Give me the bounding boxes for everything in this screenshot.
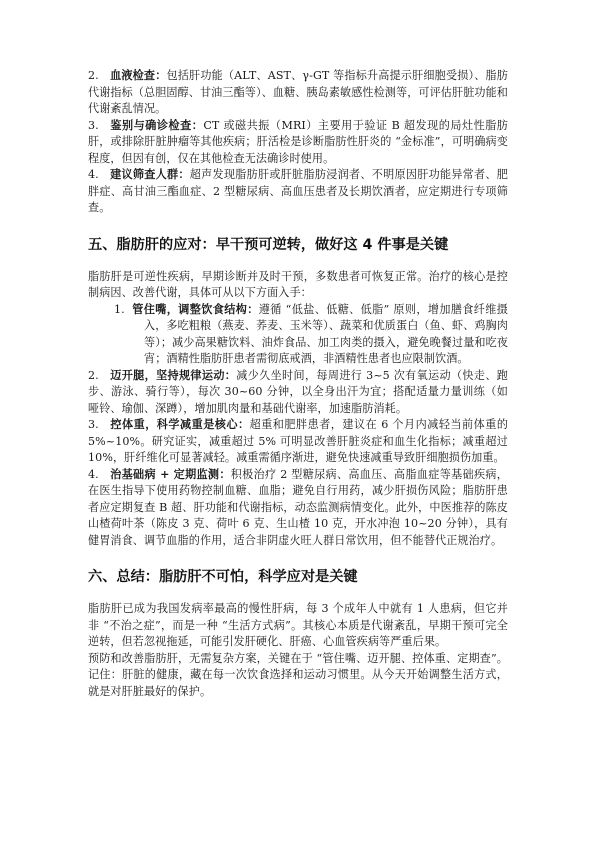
list-number: 4. (88, 168, 99, 181)
list-item-text: 积极治疗 2 型糖尿病、高血压、高脂血症等基础疾病，在医生指导下使用药物控制血糖、血脂；避免自行用药，减少肝损伤风险；脂肪肝患者应定期复查 B 超、肝功能和代谢指标，动态监测病情变化。此外，中医推荐的陈皮山楂荷叶茶（陈皮 3 克、荷叶 6 克、生山楂 10 克，开水冲泡 10~20 分钟），具有健胃消食、调节血脂的作用，适合非阴虚火旺人群日常饮用，但不能替代正规治疗。 (88, 467, 508, 547)
section-heading: 五、脂肪肝的应对：早干预可逆转，做好这 4 件事是关键 (88, 236, 449, 253)
section-heading: 六、总结：脂肪肝不可怕，科学应对是关键 (88, 569, 358, 585)
list-item (88, 467, 508, 550)
treatment-list (88, 368, 508, 550)
list-item-text: 遵循 “低盐、低糖、低脂” 原则，增加膳食纤维摄入，多吃粗粮（燕麦、荞麦、玉米等）、蔬菜和优质蛋白（鱼、虾、鸡胸肉等）；减少高果糖饮料、油炸食品、加工肉类的摄入，避免晚餐过量和吃夜宵；酒精性脂肪肝患者需彻底戒酒，非酒精性患者也应限制饮酒。 (144, 302, 508, 365)
list-number: 2. (88, 69, 99, 82)
list-item (88, 368, 508, 418)
list-item-text: 包括肝功能（ALT、AST、γ-GT 等指标升高提示肝细胞受损）、脂肪代谢指标（总胆固醇、甘油三酯等）、血糖、胰岛素敏感性检测等，可评估肝脏功能和代谢紊乱情况。 (88, 69, 508, 115)
diagnosis-list (88, 68, 508, 217)
document-page (88, 68, 508, 700)
list-item-title: 血液检查： (110, 69, 167, 82)
list-item-title: 鉴别与确诊检查： (110, 118, 204, 132)
list-item (88, 417, 508, 467)
list-item-title: 治基础病 + 定期监测： (110, 467, 231, 481)
list-item-title: 迈开腿，坚持规律运动： (110, 368, 237, 382)
list-item-text: 减少久坐时间，每周进行 3~5 次有氧运动（快走、跑步、游泳、骑行等），每次 30~60 分钟，以全身出汗为宜；搭配适量力量训练（如哑铃、瑜伽、深蹲），增加肌肉量和基础代谢率，加速脂肪消耗。 (88, 368, 508, 415)
list-item-title: 管住嘴，调整饮食结构： (132, 302, 259, 316)
list-number: 3. (88, 418, 99, 431)
list-item-title: 控体重，科学减重是核心： (110, 418, 250, 431)
list-number: 1. (114, 302, 125, 316)
list-item-text: 超重和肥胖患者，建议在 6 个月内减轻当前体重的 5%~10%。研究证实，减重超过 5% 可明显改善肝脏炎症和血生化指标；减重超过 10%，肝纤维化可显著减轻。减重需循序渐进，避免快速减重导致肝细胞损伤加重。 (88, 418, 509, 464)
list-item (88, 118, 508, 168)
list-number: 4. (88, 467, 99, 481)
list-number: 2. (88, 368, 99, 382)
summary-paragraph: 脂肪肝已成为我国发病率最高的慢性肝病，每 3 个成年人中就有 1 人患病，但它并非 “不治之症”，而是一种 “生活方式病”。其核心本质是代谢紊乱，早期干预可完全逆转，但若忽视拖延，可能引发肝硬化、肝癌、心血管疾病等严重后果。 (88, 602, 508, 648)
diet-subsection (88, 302, 508, 368)
list-item (88, 167, 508, 217)
list-item-text: 超声发现脂肪肝或肝脏脂肪浸润者、不明原因肝功能异常者、肥胖症、高甘油三酯血症、2 型糖尿病、高血压患者及长期饮酒者，应定期进行专项筛查。 (88, 168, 508, 214)
section-intro: 脂肪肝是可逆性疾病，早期诊断并及时干预，多数患者可恢复正常。治疗的核心是控制病因、改善代谢，具体可从以下方面入手： (88, 269, 508, 299)
list-item (88, 68, 508, 118)
list-item-text: CT 或磁共振（MRI）主要用于验证 B 超发现的局灶性脂肪肝，或排除肝脏肿瘤等其他疾病；肝活检是诊断脂肪性肝炎的 “金标准”，可明确病变程度，但因有创，仅在其他检查无法确诊时使用。 (88, 118, 508, 165)
list-number: 3. (88, 118, 99, 132)
list-item (110, 302, 508, 368)
summary-paragraph: 预防和改善脂肪肝，无需复杂方案，关键在于 “管住嘴、迈开腿、控体重、定期查”。记住：肝脏的健康，藏在每一次饮食选择和运动习惯里。从今天开始调整生活方式，就是对肝脏最好的保护。 (88, 651, 508, 698)
list-item-title: 建议筛查人群： (110, 168, 190, 181)
